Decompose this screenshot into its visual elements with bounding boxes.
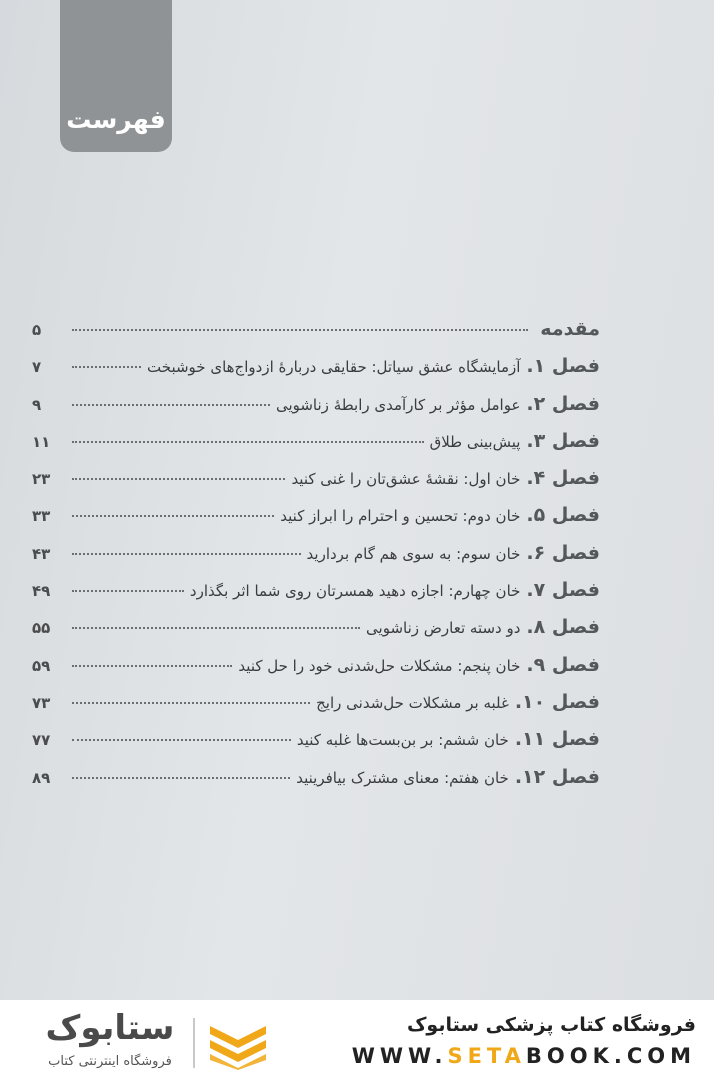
- toc-leader-dots: [72, 515, 274, 517]
- page-title: فهرست: [66, 105, 166, 134]
- table-of-contents: [32, 318, 600, 803]
- toc-entry: [32, 430, 600, 467]
- toc-page-number: ۳۳: [32, 507, 51, 526]
- toc-page-number: ۹: [32, 395, 42, 414]
- toc-page-number: ۴۹: [32, 582, 51, 601]
- toc-leader-dots: [72, 665, 232, 667]
- toc-chapter-label: فصل ۱۰.: [514, 690, 600, 713]
- toc-entry: [32, 393, 600, 430]
- toc-leader-dots: [72, 590, 184, 592]
- toc-leader-dots: [72, 627, 360, 629]
- toc-leader-dots: [72, 553, 301, 555]
- title-tab: [60, 0, 172, 152]
- toc-entry-title: خان پنجم: مشکلات حل‌شدنی خود را حل کنید: [238, 656, 521, 675]
- toc-chapter-label: مقدمه: [540, 318, 600, 340]
- toc-leader-dots: [72, 404, 270, 406]
- toc-entry: [32, 579, 600, 616]
- toc-leader-dots: [72, 739, 291, 741]
- toc-page-number: ۵۹: [32, 656, 51, 675]
- store-url-prefix: WWW.: [351, 1044, 448, 1068]
- toc-entry: [32, 691, 600, 728]
- toc-leader-dots: [72, 478, 285, 480]
- toc-entry-title: غلبه بر مشکلات حل‌شدنی رایج: [316, 693, 509, 712]
- toc-page-number: ۷: [32, 358, 42, 377]
- toc-leader-dots: [72, 329, 528, 331]
- book-logo-icon: [206, 1020, 270, 1070]
- toc-entry: [32, 504, 600, 541]
- toc-entry: [32, 728, 600, 765]
- toc-page-number: ۷۳: [32, 693, 51, 712]
- toc-entry-title: خان هفتم: معنای مشترک بیافرینید: [296, 768, 509, 787]
- toc-chapter-label: فصل ۴.: [526, 467, 600, 490]
- toc-leader-dots: [72, 366, 141, 368]
- toc-entry-title: خان دوم: تحسین و احترام را ابراز کنید: [280, 507, 521, 526]
- store-name: فروشگاه کتاب پزشکی ستابوک: [406, 1014, 696, 1036]
- toc-chapter-label: فصل ۱.: [526, 355, 600, 378]
- toc-page-number: ۷۷: [32, 731, 51, 750]
- toc-entry-title: عوامل مؤثر بر کارآمدی رابطهٔ زناشویی: [275, 395, 521, 414]
- toc-page-number: ۱۱: [32, 432, 51, 451]
- toc-entry-title: پیش‌بینی طلاق: [429, 432, 521, 451]
- toc-chapter-label: فصل ۱۲.: [514, 765, 600, 788]
- store-url-suffix: BOOK.COM: [525, 1044, 696, 1068]
- toc-page-number: ۵: [32, 321, 42, 339]
- toc-entry: [32, 542, 600, 579]
- toc-chapter-label: فصل ۹.: [526, 653, 600, 676]
- store-logo-wordmark: ستابوک: [45, 1008, 175, 1048]
- toc-entry-title: خان اول: نقشهٔ عشق‌تان را غنی کنید: [291, 470, 521, 489]
- toc-entry-title: خان چهارم: اجازه دهید همسرتان روی شما اثر بگذارد: [189, 582, 521, 601]
- logo-divider: [193, 1018, 195, 1068]
- toc-entry: [32, 355, 600, 392]
- toc-page-number: ۲۳: [32, 470, 51, 489]
- toc-entry: [32, 318, 600, 355]
- toc-chapter-label: فصل ۱۱.: [514, 728, 600, 751]
- toc-page-number: ۵۵: [32, 619, 51, 638]
- toc-entry-title: خان سوم: به سوی هم گام بردارید: [306, 544, 521, 563]
- toc-page-number: ۴۳: [32, 544, 51, 563]
- toc-chapter-label: فصل ۵.: [526, 504, 600, 527]
- toc-entry-title: دو دسته تعارض زناشویی: [366, 619, 521, 638]
- toc-leader-dots: [72, 441, 424, 443]
- toc-chapter-label: فصل ۶.: [526, 541, 600, 564]
- toc-page-number: ۸۹: [32, 768, 51, 787]
- toc-chapter-label: فصل ۳.: [526, 429, 600, 452]
- toc-chapter-label: فصل ۲.: [526, 392, 600, 415]
- toc-leader-dots: [72, 777, 290, 779]
- store-url[interactable]: [352, 1044, 696, 1068]
- store-logo-subtitle: فروشگاه اینترنتی کتاب: [48, 1054, 172, 1069]
- toc-entry: [32, 616, 600, 653]
- toc-chapter-label: فصل ۸.: [526, 616, 600, 639]
- toc-leader-dots: [72, 702, 310, 704]
- toc-entry: [32, 766, 600, 803]
- store-footer: [0, 1000, 714, 1080]
- toc-entry-title: آزمایشگاه عشق سیاتل: حقایقی دربارهٔ ازدواج‌های خوشبخت: [147, 358, 521, 377]
- toc-entry: [32, 467, 600, 504]
- toc-entry-title: خان ششم: بر بن‌بست‌ها غلبه کنید: [296, 731, 509, 750]
- toc-chapter-label: فصل ۷.: [526, 579, 600, 602]
- store-url-accent: SETA: [447, 1044, 526, 1068]
- toc-entry: [32, 654, 600, 691]
